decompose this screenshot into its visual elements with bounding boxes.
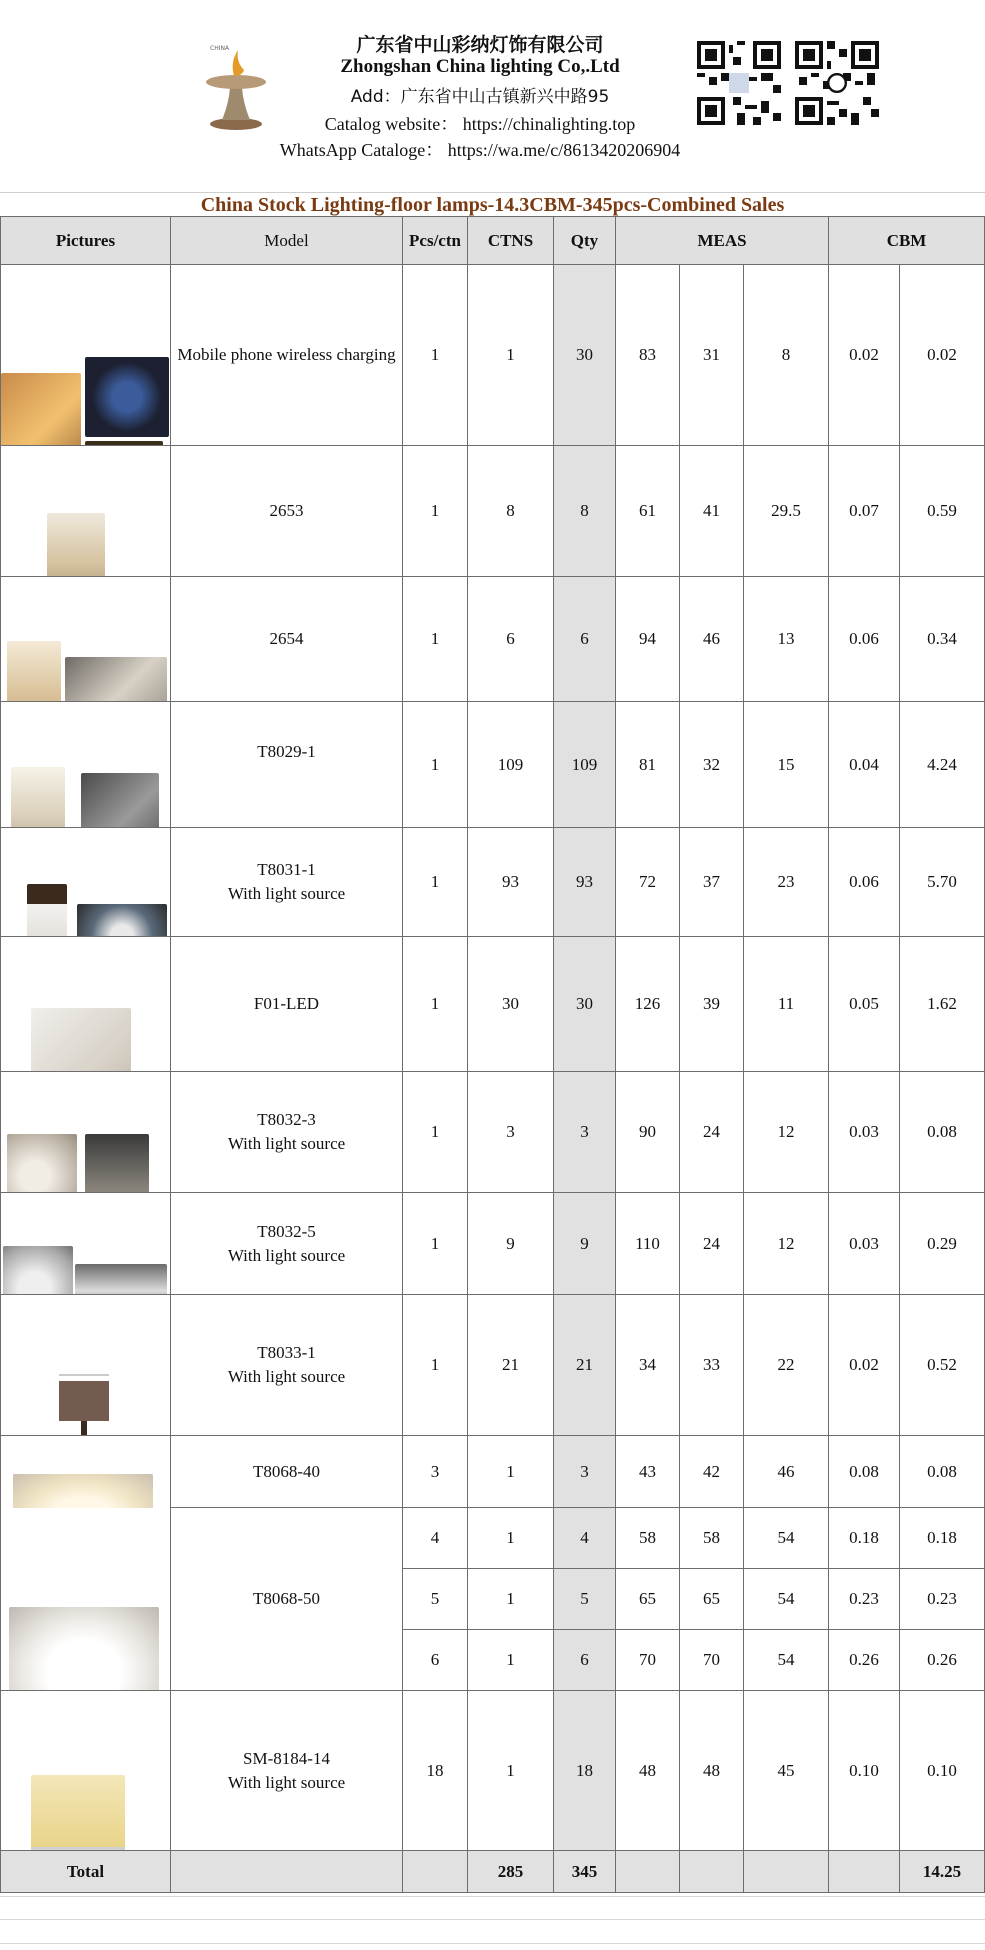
product-photo — [1, 1295, 171, 1436]
product-photo — [1, 1508, 171, 1691]
cbm-total-cell: 0.08 — [900, 1072, 985, 1193]
ctns-cell: 6 — [468, 577, 554, 702]
meas-length-cell: 70 — [616, 1630, 680, 1691]
ctns-cell: 109 — [468, 702, 554, 828]
qty-cell: 3 — [554, 1436, 616, 1508]
total-label: Total — [1, 1851, 171, 1893]
ctns-cell: 1 — [468, 1508, 554, 1569]
table-lamp-drawing — [29, 1369, 139, 1436]
meas-height-cell: 45 — [744, 1691, 829, 1851]
cbm-unit-cell: 0.23 — [829, 1569, 900, 1630]
meas-length-cell: 34 — [616, 1295, 680, 1436]
table-row — [1, 702, 985, 828]
total-empty-cell — [171, 1851, 403, 1893]
pcs-cell: 6 — [403, 1630, 468, 1691]
meas-length-cell: 90 — [616, 1072, 680, 1193]
pcs-cell: 3 — [403, 1436, 468, 1508]
meas-height-cell: 13 — [744, 577, 829, 702]
cbm-unit-cell: 0.26 — [829, 1630, 900, 1691]
pcs-cell: 18 — [403, 1691, 468, 1851]
qty-cell: 5 — [554, 1569, 616, 1630]
cbm-total-cell: 4.24 — [900, 702, 985, 828]
qty-cell: 6 — [554, 577, 616, 702]
meas-length-cell: 43 — [616, 1436, 680, 1508]
meas-width-cell: 41 — [680, 446, 744, 577]
ctns-cell: 8 — [468, 446, 554, 577]
pcs-cell: 1 — [403, 446, 468, 577]
cbm-unit-cell: 0.02 — [829, 1295, 900, 1436]
meas-length-cell: 83 — [616, 265, 680, 446]
qr-code-icon — [697, 40, 781, 126]
table-row — [1, 446, 985, 577]
table-row — [1, 1508, 985, 1569]
stock-table — [0, 216, 985, 1893]
model-cell: T8033-1 With light source — [171, 1295, 403, 1436]
model-cell: Mobile phone wireless charging — [171, 265, 403, 446]
ctns-cell: 1 — [468, 265, 554, 446]
ctns-cell: 9 — [468, 1193, 554, 1295]
sheet-title: China Stock Lighting-floor lamps-14.3CBM-345pcs-Combined Sales — [200, 194, 785, 216]
meas-length-cell: 48 — [616, 1691, 680, 1851]
cbm-total-cell: 0.34 — [900, 577, 985, 702]
product-photo — [1, 1072, 171, 1193]
table-row — [1, 1436, 985, 1508]
cbm-unit-cell: 0.03 — [829, 1193, 900, 1295]
company-name-cn: 广东省中山彩纳灯饰有限公司 — [356, 34, 604, 56]
pcs-cell: 1 — [403, 265, 468, 446]
meas-height-cell: 22 — [744, 1295, 829, 1436]
cbm-total-cell: 0.52 — [900, 1295, 985, 1436]
model-cell: 2654 — [171, 577, 403, 702]
meas-width-cell: 46 — [680, 577, 744, 702]
model-cell: T8031-1 With light source — [171, 828, 403, 937]
pcs-cell: 1 — [403, 937, 468, 1072]
total-empty-cell — [744, 1851, 829, 1893]
meas-height-cell: 12 — [744, 1072, 829, 1193]
ctns-cell: 30 — [468, 937, 554, 1072]
meas-width-cell: 37 — [680, 828, 744, 937]
pcs-cell: 1 — [403, 1295, 468, 1436]
ctns-cell: 1 — [468, 1436, 554, 1508]
meas-length-cell: 126 — [616, 937, 680, 1072]
cbm-total-cell: 0.59 — [900, 446, 985, 577]
qty-cell: 4 — [554, 1508, 616, 1569]
model-cell: T8032-3 With light source — [171, 1072, 403, 1193]
meas-width-cell: 31 — [680, 265, 744, 446]
ctns-cell: 1 — [468, 1691, 554, 1851]
pcs-cell: 1 — [403, 702, 468, 828]
product-photo — [1, 828, 171, 937]
ctns-cell: 1 — [468, 1630, 554, 1691]
total-cbm: 14.25 — [900, 1851, 985, 1893]
table-row — [1, 265, 985, 446]
ctns-cell: 1 — [468, 1569, 554, 1630]
total-row — [1, 1851, 985, 1893]
total-ctns: 285 — [468, 1851, 554, 1893]
meas-width-cell: 48 — [680, 1691, 744, 1851]
empty-grid-lines — [0, 1895, 985, 1950]
qty-cell: 18 — [554, 1691, 616, 1851]
meas-width-cell: 24 — [680, 1193, 744, 1295]
cbm-total-cell: 0.18 — [900, 1508, 985, 1569]
cbm-total-cell: 0.23 — [900, 1569, 985, 1630]
cbm-unit-cell: 0.07 — [829, 446, 900, 577]
col-header-pcs-ctn: Pcs/ctn — [403, 217, 468, 265]
col-header-ctns: CTNS — [468, 217, 554, 265]
meas-length-cell: 65 — [616, 1569, 680, 1630]
table-row — [1, 828, 985, 937]
cbm-total-cell: 0.08 — [900, 1436, 985, 1508]
meas-height-cell: 12 — [744, 1193, 829, 1295]
pcs-cell: 1 — [403, 1193, 468, 1295]
product-photo — [1, 937, 171, 1072]
product-photo — [1, 1691, 171, 1851]
product-photo — [1, 446, 171, 577]
model-cell: T8032-5 With light source — [171, 1193, 403, 1295]
meas-length-cell: 58 — [616, 1508, 680, 1569]
table-row — [1, 577, 985, 702]
table-row — [1, 1295, 985, 1436]
total-qty: 345 — [554, 1851, 616, 1893]
model-cell: SM-8184-14 With light source — [171, 1691, 403, 1851]
catalog-website: Catalog website： https://chinalighting.top — [324, 114, 636, 134]
qty-cell: 93 — [554, 828, 616, 937]
cbm-total-cell: 1.62 — [900, 937, 985, 1072]
qty-cell: 9 — [554, 1193, 616, 1295]
meas-length-cell: 110 — [616, 1193, 680, 1295]
meas-height-cell: 54 — [744, 1569, 829, 1630]
col-header-qty: Qty — [554, 217, 616, 265]
table-header-row — [1, 217, 985, 265]
ctns-cell: 93 — [468, 828, 554, 937]
total-empty-cell — [829, 1851, 900, 1893]
meas-height-cell: 23 — [744, 828, 829, 937]
qty-cell: 3 — [554, 1072, 616, 1193]
table-row — [1, 1193, 985, 1295]
qty-cell: 21 — [554, 1295, 616, 1436]
cbm-unit-cell: 0.06 — [829, 828, 900, 937]
cbm-total-cell: 0.26 — [900, 1630, 985, 1691]
pcs-cell: 1 — [403, 1072, 468, 1193]
meas-height-cell: 11 — [744, 937, 829, 1072]
meas-length-cell: 61 — [616, 446, 680, 577]
ctns-cell: 3 — [468, 1072, 554, 1193]
col-header-model: Model — [171, 217, 403, 265]
meas-height-cell: 54 — [744, 1630, 829, 1691]
cbm-unit-cell: 0.10 — [829, 1691, 900, 1851]
model-cell: 2653 — [171, 446, 403, 577]
meas-width-cell: 58 — [680, 1508, 744, 1569]
meas-length-cell: 72 — [616, 828, 680, 937]
table-row — [1, 1691, 985, 1851]
product-photo — [1, 265, 171, 446]
meas-height-cell: 54 — [744, 1508, 829, 1569]
meas-height-cell: 8 — [744, 265, 829, 446]
cbm-unit-cell: 0.06 — [829, 577, 900, 702]
col-header-pictures: Pictures — [1, 217, 171, 265]
product-photo — [1, 1436, 171, 1508]
col-header-meas: MEAS — [616, 217, 829, 265]
cbm-unit-cell: 0.08 — [829, 1436, 900, 1508]
svg-text:CHINA: CHINA — [210, 45, 230, 52]
total-empty-cell — [616, 1851, 680, 1893]
meas-height-cell: 15 — [744, 702, 829, 828]
product-photo — [1, 702, 171, 828]
cbm-unit-cell: 0.05 — [829, 937, 900, 1072]
meas-width-cell: 42 — [680, 1436, 744, 1508]
meas-length-cell: 94 — [616, 577, 680, 702]
product-photo — [1, 577, 171, 702]
cbm-total-cell: 0.02 — [900, 265, 985, 446]
meas-width-cell: 65 — [680, 1569, 744, 1630]
table-row — [1, 1072, 985, 1193]
company-address: Add：广东省中山古镇新兴中路95 — [350, 87, 610, 107]
qty-cell: 30 — [554, 265, 616, 446]
qty-cell: 30 — [554, 937, 616, 1072]
qty-cell: 6 — [554, 1630, 616, 1691]
whatsapp-catalog: WhatsApp Cataloge： https://wa.me/c/8613420206904 — [279, 140, 681, 160]
meas-height-cell: 29.5 — [744, 446, 829, 577]
document-header — [0, 0, 985, 192]
col-header-cbm: CBM — [829, 217, 985, 265]
cbm-unit-cell: 0.18 — [829, 1508, 900, 1569]
meas-width-cell: 32 — [680, 702, 744, 828]
meas-width-cell: 24 — [680, 1072, 744, 1193]
total-empty-cell — [680, 1851, 744, 1893]
qty-cell: 109 — [554, 702, 616, 828]
product-photo — [1, 1193, 171, 1295]
qty-cell: 8 — [554, 446, 616, 577]
meas-width-cell: 39 — [680, 937, 744, 1072]
pcs-cell: 1 — [403, 577, 468, 702]
model-cell: T8068-40 — [171, 1436, 403, 1508]
meas-width-cell: 33 — [680, 1295, 744, 1436]
meas-width-cell: 70 — [680, 1630, 744, 1691]
table-row — [1, 937, 985, 1072]
pcs-cell: 4 — [403, 1508, 468, 1569]
cbm-total-cell: 0.10 — [900, 1691, 985, 1851]
meas-length-cell: 81 — [616, 702, 680, 828]
model-cell: T8068-50 — [171, 1508, 403, 1691]
pcs-cell: 1 — [403, 828, 468, 937]
cbm-total-cell: 5.70 — [900, 828, 985, 937]
company-name-en: Zhongshan China lighting Co,.Ltd — [340, 56, 620, 77]
total-empty-cell — [403, 1851, 468, 1893]
cbm-total-cell: 0.29 — [900, 1193, 985, 1295]
qr-code-icon — [795, 40, 879, 126]
model-cell: T8029-1 — [171, 702, 403, 828]
ctns-cell: 21 — [468, 1295, 554, 1436]
pcs-cell: 5 — [403, 1569, 468, 1630]
title-bar — [0, 192, 985, 217]
cbm-unit-cell: 0.03 — [829, 1072, 900, 1193]
cbm-unit-cell: 0.02 — [829, 265, 900, 446]
meas-height-cell: 46 — [744, 1436, 829, 1508]
cbm-unit-cell: 0.04 — [829, 702, 900, 828]
model-cell: F01-LED — [171, 937, 403, 1072]
